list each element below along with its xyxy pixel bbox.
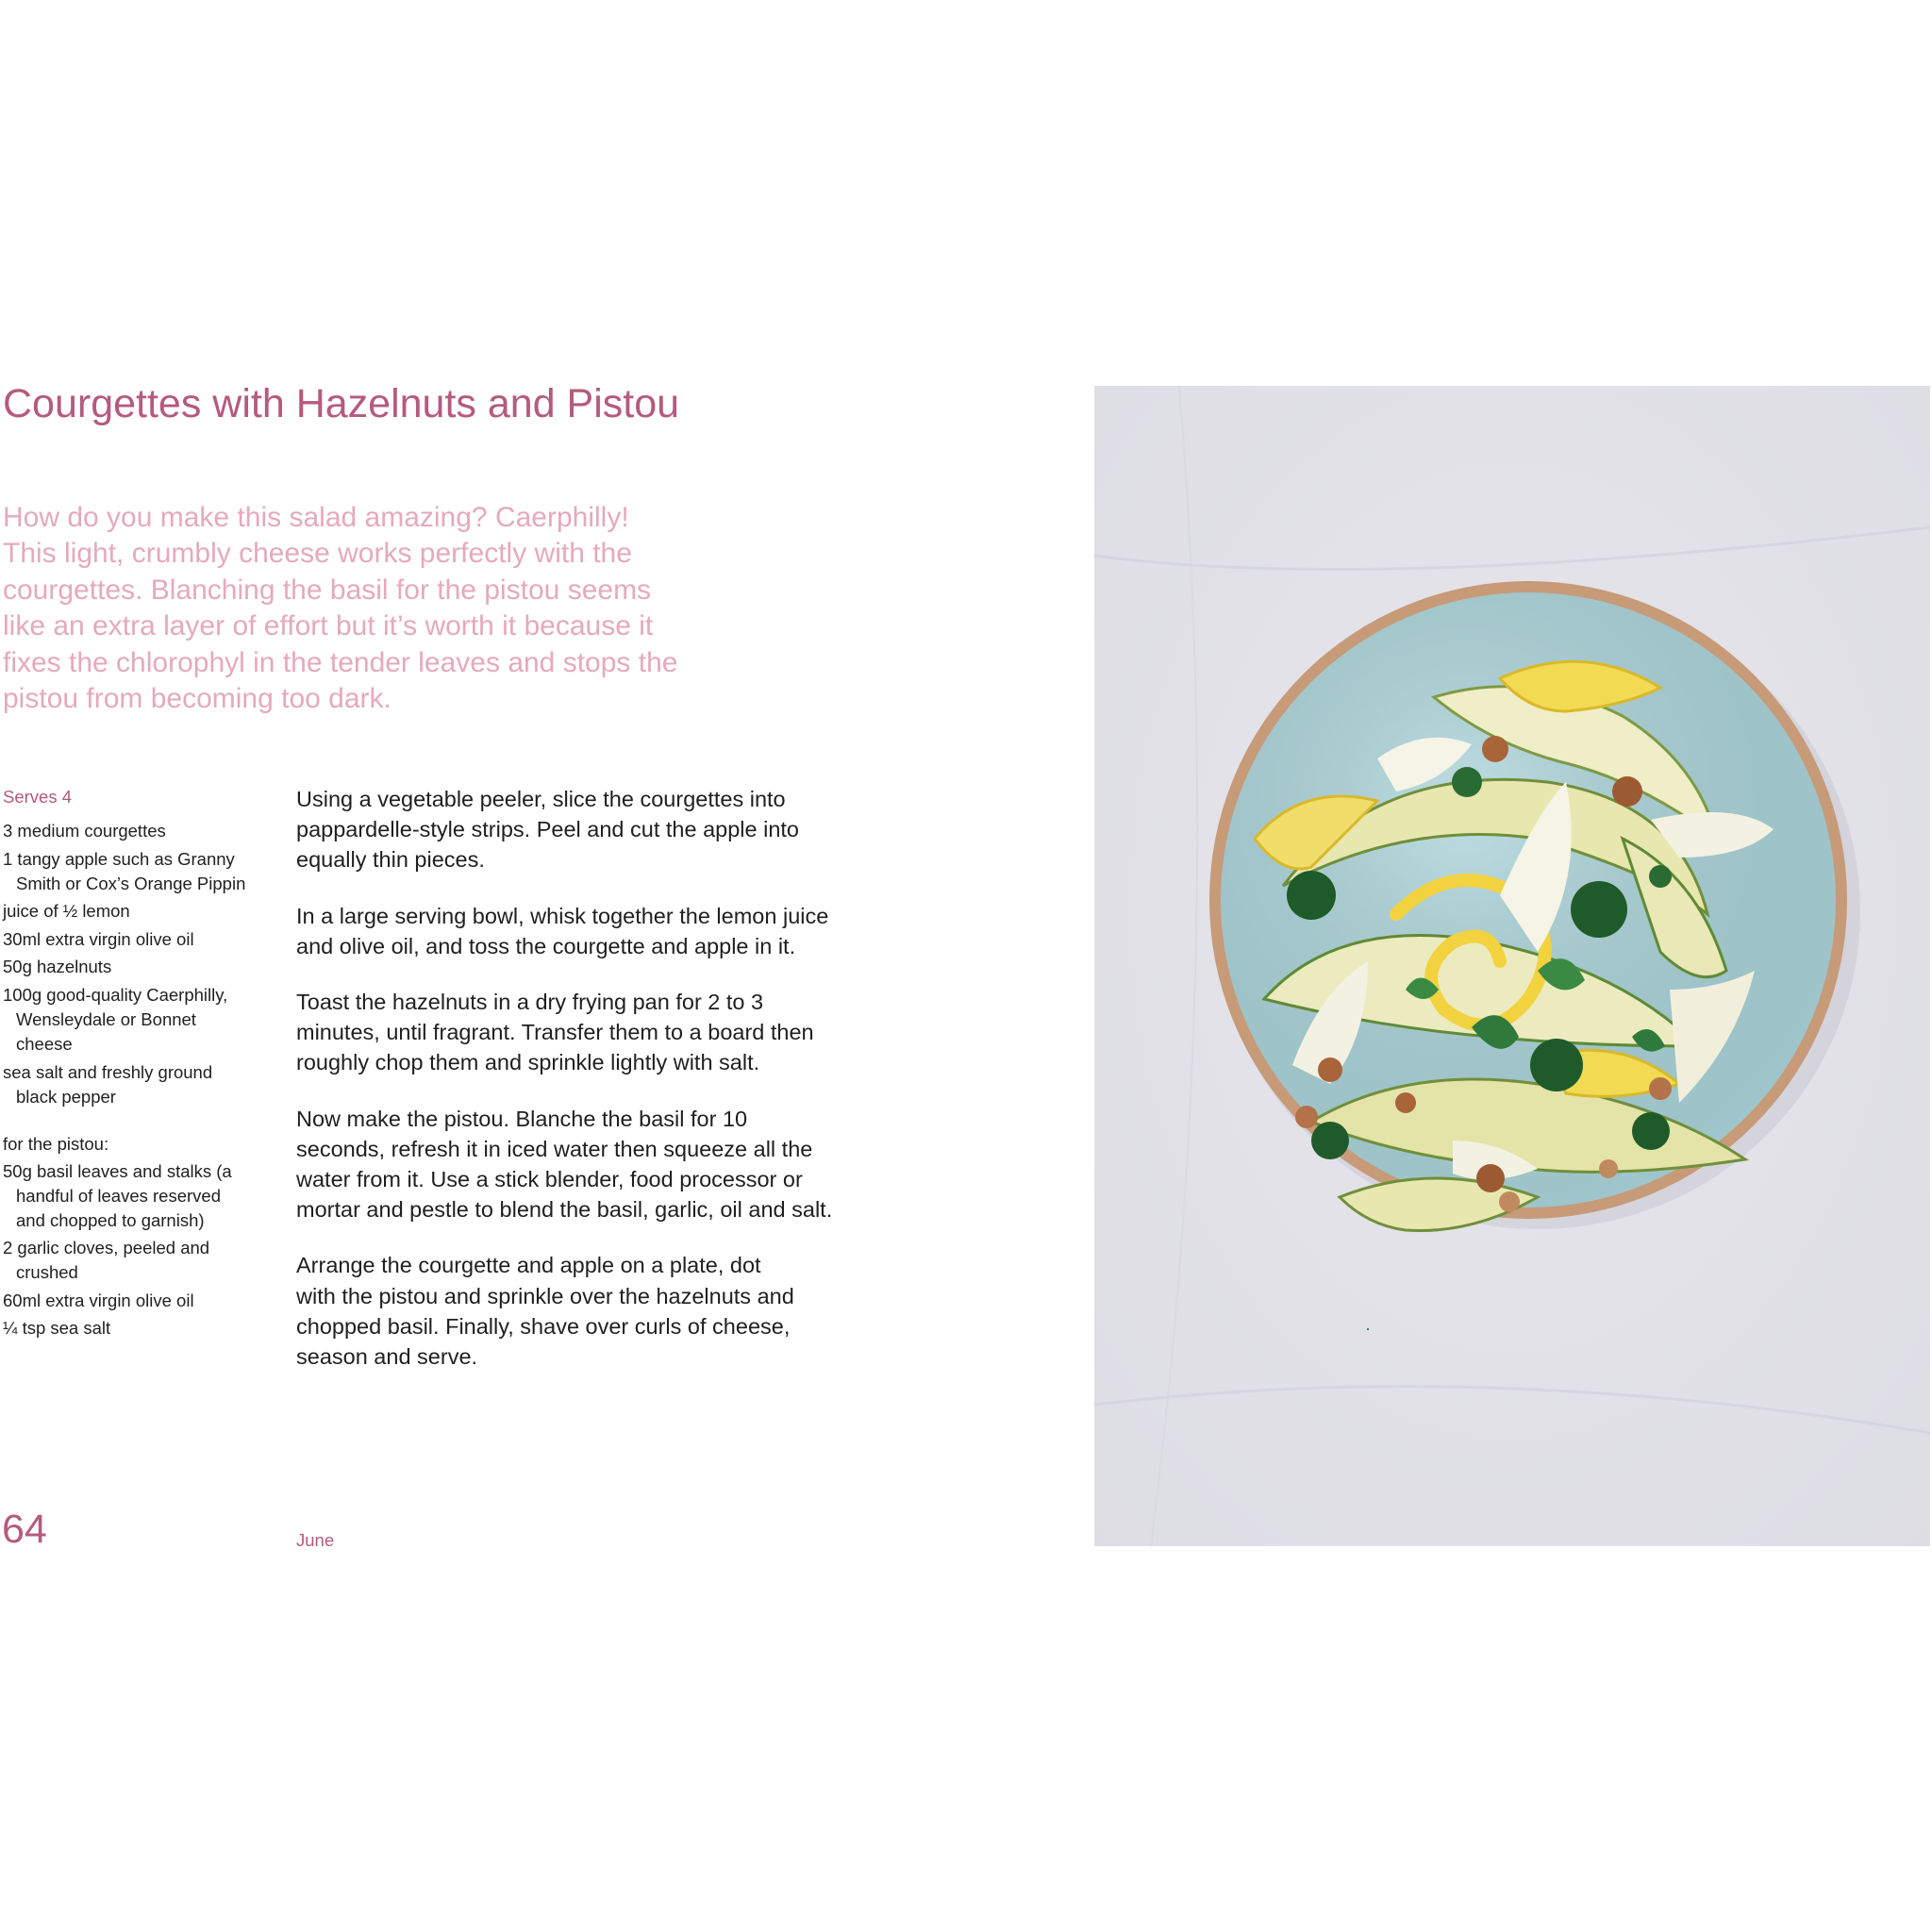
- method-line: chopped basil. Finally, shave over curls of cheese,: [296, 1313, 791, 1339]
- method-step: [296, 1250, 862, 1372]
- method-line: Toast the hazelnuts in a dry frying pan for 2 to 3: [296, 990, 764, 1015]
- pistou-heading: for the pistou:: [3, 1133, 109, 1154]
- ingredients-column: [3, 785, 276, 1344]
- intro-line: This light, crumbly cheese works perfectly with the: [3, 538, 632, 570]
- page-number: 64: [2, 1507, 47, 1552]
- ingredient-list: [3, 819, 276, 1109]
- ingredient-line: 3 medium courgettes: [3, 821, 166, 841]
- intro-line: pistou from becoming too dark.: [3, 683, 391, 715]
- method-line: with the pistou and sprinkle over the hazelnuts and: [296, 1283, 794, 1308]
- intro-line: How do you make this salad amazing? Caerphilly!: [3, 502, 629, 533]
- ingredient-item: [3, 899, 276, 924]
- ingredient-line: Smith or Cox’s Orange Pippin: [16, 873, 246, 893]
- ingredient-line: 100g good-quality Caerphilly,: [3, 984, 228, 1005]
- recipe-intro: [3, 500, 739, 717]
- method-step: [296, 901, 862, 961]
- method-line: roughly chop them and sprinkle lightly with salt.: [296, 1050, 760, 1075]
- ingredient-line: 60ml extra virgin olive oil: [3, 1290, 194, 1310]
- method-line: equally thin pieces.: [296, 847, 485, 873]
- method-line: season and serve.: [296, 1344, 478, 1370]
- method-line: Arrange the courgette and apple on a plate, dot: [296, 1253, 761, 1278]
- hazelnut: [1318, 1058, 1342, 1082]
- ingredient-item: [3, 1236, 276, 1285]
- hazelnut: [1476, 1164, 1505, 1192]
- salad-plate-photo-icon: [1094, 386, 1930, 1546]
- method-step: [296, 1104, 862, 1225]
- ingredient-line: cheese: [16, 1033, 73, 1054]
- method-line: pappardelle-style strips. Peel and cut the apple into: [296, 817, 799, 842]
- pistou-dot: [1287, 871, 1336, 920]
- pistou-dot: [1632, 1112, 1670, 1150]
- pistou-dot: [1530, 1039, 1583, 1091]
- hazelnut: [1482, 736, 1508, 762]
- ingredient-item: [3, 983, 276, 1057]
- ingredient-line: handful of leaves reserved: [16, 1185, 221, 1206]
- hazelnut: [1395, 1092, 1416, 1113]
- ingredient-line: 1 tangy apple such as Granny: [3, 848, 235, 869]
- method-step: [296, 987, 862, 1078]
- ingredient-line: 30ml extra virgin olive oil: [3, 928, 194, 949]
- ingredient-line: Wensleydale or Bonnet: [16, 1008, 196, 1029]
- ingredient-item: [3, 955, 276, 979]
- pistou-dot: [1452, 767, 1482, 797]
- method-line: water from it. Use a stick blender, food processor or: [296, 1167, 803, 1192]
- ingredient-line: 2 garlic cloves, peeled and: [3, 1238, 210, 1258]
- ingredient-item: [3, 1316, 276, 1341]
- method-column: [296, 784, 862, 1397]
- hazelnut: [1649, 1077, 1672, 1100]
- hazelnut: [1499, 1191, 1520, 1212]
- ingredient-line: crushed: [16, 1262, 78, 1283]
- method-line: Using a vegetable peeler, slice the courgettes into: [296, 787, 786, 811]
- salad-photo: [1094, 386, 1930, 1546]
- ingredient-line: and chopped to garnish): [16, 1209, 205, 1230]
- pistou-dot: [1311, 1122, 1349, 1159]
- ingredient-line: black pepper: [16, 1086, 116, 1107]
- ingredient-line: sea salt and freshly ground: [3, 1061, 213, 1082]
- ingredient-line: 50g basil leaves and stalks (a: [3, 1160, 232, 1181]
- hazelnut: [1295, 1106, 1318, 1128]
- hazelnut: [1612, 776, 1642, 807]
- intro-line: like an extra layer of effort but it’s worth it because it: [3, 610, 654, 642]
- pistou-dot: [1571, 881, 1627, 938]
- ingredient-item: [3, 927, 276, 952]
- serves-label: Serves 4: [3, 787, 73, 807]
- intro-line: courgettes. Blanching the basil for the pistou seems: [3, 574, 652, 606]
- method-line: and olive oil, and toss the courgette and apple in it.: [296, 933, 796, 958]
- pistou-ingredient-list: [3, 1159, 276, 1341]
- intro-line: fixes the chlorophyl in the tender leaves and stops the: [3, 646, 678, 678]
- ingredient-item: [3, 1060, 276, 1109]
- method-step: [296, 784, 862, 875]
- ingredient-line: 50g hazelnuts: [3, 957, 112, 977]
- method-line: mortar and pestle to blend the basil, garlic, oil and salt.: [296, 1197, 833, 1223]
- method-line: In a large serving bowl, whisk together the lemon juice: [296, 903, 829, 928]
- method-line: Now make the pistou. Blanche the basil for 10: [296, 1106, 748, 1131]
- method-line: seconds, refresh it in iced water then squeeze all the: [296, 1136, 813, 1161]
- ingredient-item: [3, 819, 276, 843]
- method-line: minutes, until fragrant. Transfer them to a board then: [296, 1020, 814, 1045]
- recipe-title: Courgettes with Hazelnuts and Pistou: [3, 381, 680, 426]
- ingredient-item: [3, 1289, 276, 1313]
- chapter-label: June: [296, 1530, 335, 1550]
- ingredient-item: [3, 1159, 276, 1233]
- hazelnut: [1599, 1159, 1618, 1178]
- pistou-dot: [1649, 865, 1672, 888]
- ingredient-line: juice of ½ lemon: [3, 901, 130, 922]
- pistou-dot: [1367, 1328, 1369, 1330]
- ingredient-item: [3, 847, 276, 896]
- ingredient-line: ¼ tsp sea salt: [3, 1318, 111, 1339]
